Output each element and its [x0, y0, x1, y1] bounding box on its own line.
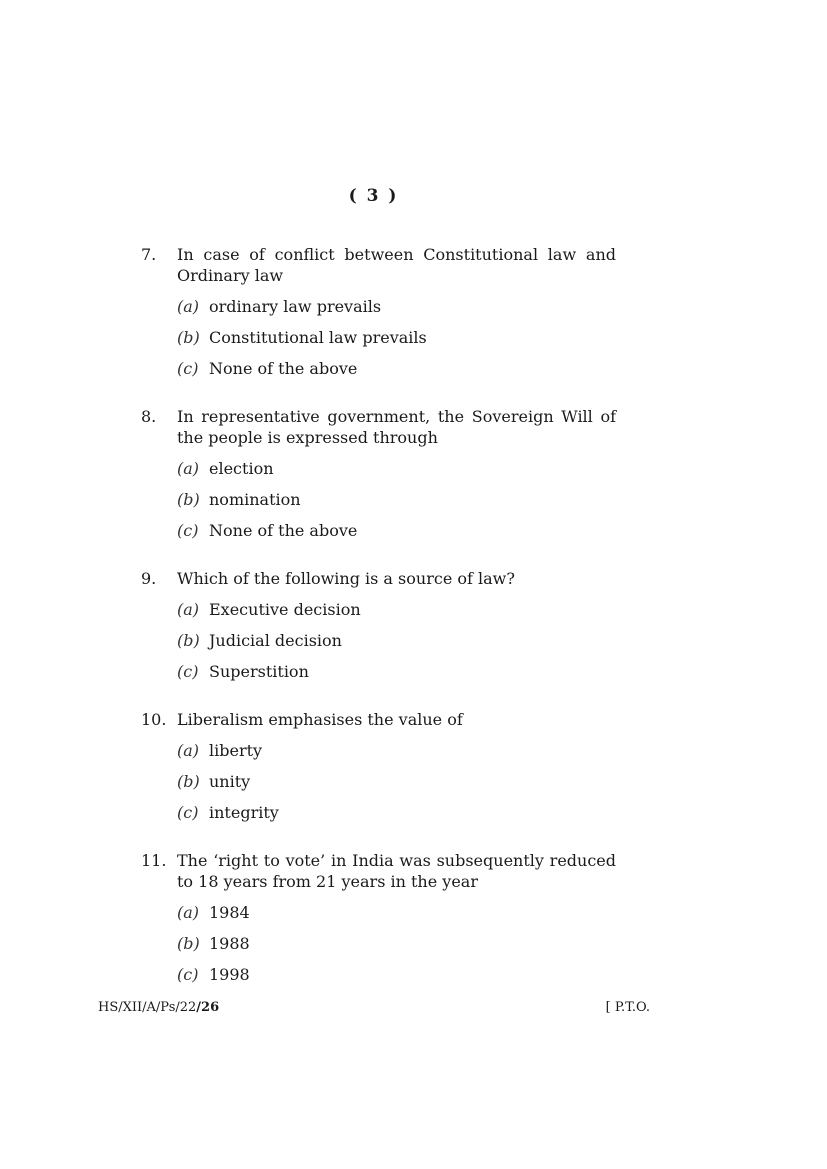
option-list	[177, 740, 616, 823]
option-b	[177, 327, 616, 348]
question-number: 8.	[141, 407, 157, 426]
option-c	[177, 661, 616, 682]
option-text: None of the above	[209, 359, 358, 378]
option-text: 1984	[209, 903, 250, 922]
option-text: Constitutional law prevails	[209, 328, 427, 347]
question-number: 10.	[141, 710, 167, 729]
question-number: 11.	[141, 851, 167, 870]
question-number: 9.	[141, 569, 157, 588]
question-text: Liberalism emphasises the value of	[177, 710, 463, 729]
option-label: (a)	[177, 600, 200, 619]
option-label: (b)	[177, 934, 200, 953]
option-label: (c)	[177, 662, 199, 681]
option-text: Superstition	[209, 662, 309, 681]
option-text: None of the above	[209, 521, 358, 540]
option-a	[177, 599, 616, 620]
option-text: ordinary law prevails	[209, 297, 382, 316]
option-list	[177, 296, 616, 379]
option-b	[177, 630, 616, 651]
option-text: election	[209, 459, 274, 478]
question-number: 7.	[141, 245, 157, 264]
question-list	[141, 244, 616, 1012]
paper-code-suffix: /26	[196, 1000, 220, 1015]
page-footer	[98, 1000, 650, 1015]
option-list	[177, 458, 616, 541]
question-11	[141, 850, 616, 985]
option-b	[177, 771, 616, 792]
option-c	[177, 802, 616, 823]
question-7	[141, 244, 616, 379]
question-text: The ‘right to vote’ in India was subsequently reduced to 18 years from 21 years in the year	[177, 851, 616, 891]
option-label: (b)	[177, 328, 200, 347]
option-a	[177, 296, 616, 317]
question-9	[141, 568, 616, 682]
option-label: (c)	[177, 803, 199, 822]
option-text: nomination	[209, 490, 301, 509]
option-b	[177, 933, 616, 954]
question-text: In representative government, the Sovereign Will of the people is expressed through	[177, 407, 616, 447]
option-label: (b)	[177, 631, 200, 650]
question-8	[141, 406, 616, 541]
option-label: (a)	[177, 297, 200, 316]
option-text: integrity	[209, 803, 279, 822]
pto-label: [ P.T.O.	[605, 1000, 650, 1015]
option-a	[177, 902, 616, 923]
question-text: Which of the following is a source of law?	[177, 569, 515, 588]
question-text: In case of conflict between Constitutional law and Ordinary law	[177, 245, 616, 285]
paper-code-prefix: HS/XII/A/Ps/22	[98, 1000, 197, 1015]
option-text: Executive decision	[209, 600, 361, 619]
option-label: (a)	[177, 459, 200, 478]
page-number: ( 3 )	[348, 186, 399, 206]
option-list	[177, 902, 616, 985]
option-text: 1988	[209, 934, 250, 953]
option-c	[177, 358, 616, 379]
option-text: liberty	[209, 741, 263, 760]
option-label: (b)	[177, 772, 200, 791]
option-text: Judicial decision	[209, 631, 342, 650]
option-list	[177, 599, 616, 682]
option-a	[177, 740, 616, 761]
option-c	[177, 964, 616, 985]
paper-code	[98, 1000, 219, 1015]
option-b	[177, 489, 616, 510]
option-label: (b)	[177, 490, 200, 509]
option-label: (a)	[177, 741, 200, 760]
option-a	[177, 458, 616, 479]
option-label: (c)	[177, 359, 199, 378]
option-label: (a)	[177, 903, 200, 922]
option-text: 1998	[209, 965, 250, 984]
option-label: (c)	[177, 521, 199, 540]
option-label: (c)	[177, 965, 199, 984]
question-10	[141, 709, 616, 823]
option-text: unity	[209, 772, 251, 791]
option-c	[177, 520, 616, 541]
